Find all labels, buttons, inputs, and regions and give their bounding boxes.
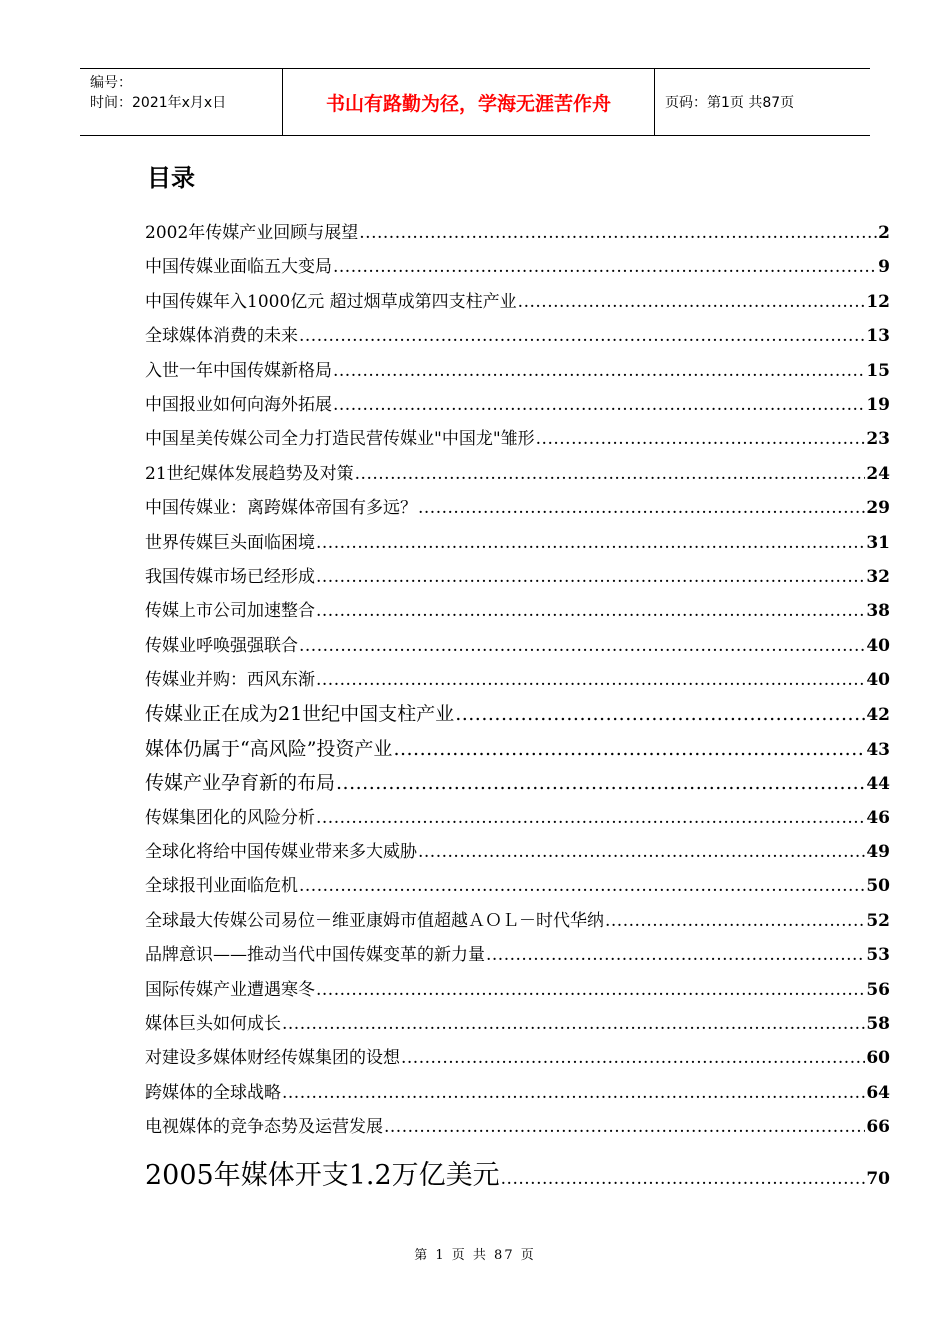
- toc-entry[interactable]: [145, 356, 890, 390]
- page-header: [80, 68, 870, 136]
- toc-entry-title: 传媒上市公司加速整合: [145, 601, 315, 622]
- toc-entry-title: 全球最大传媒公司易位－维亚康姆市值超越ＡＯＬ－时代华纳: [145, 910, 604, 931]
- toc-entry[interactable]: [145, 596, 890, 630]
- toc-entry-page: 66: [866, 1117, 890, 1138]
- toc-entry-title: 国际传媒产业遭遇寒冬: [145, 979, 315, 1000]
- toc-entry-page: 53: [866, 945, 890, 966]
- toc-leader-dots: [605, 911, 865, 931]
- toc-entry[interactable]: [145, 768, 890, 802]
- toc-entry-title: 2002年传媒产业回顾与展望: [145, 223, 359, 243]
- toc-entry-page: 44: [866, 774, 890, 795]
- toc-entry[interactable]: [145, 287, 890, 321]
- toc-entry-title: 中国报业如何向海外拓展: [145, 394, 332, 415]
- toc-entry[interactable]: [145, 390, 890, 424]
- toc-entry-title: 跨媒体的全球战略: [145, 1082, 281, 1103]
- toc-entry[interactable]: [145, 1112, 890, 1146]
- toc-entry[interactable]: [145, 493, 890, 527]
- toc-entry-title: 传媒业呼唤强强联合: [145, 635, 298, 656]
- document-number-label: 编号：: [90, 75, 132, 91]
- toc-entry-title: 中国传媒业：离跨媒体帝国有多远？: [145, 498, 417, 519]
- toc-leader-dots: [393, 738, 865, 760]
- toc-entry-page: 49: [866, 842, 890, 863]
- toc-leader-dots: [486, 945, 865, 965]
- toc-entry[interactable]: [145, 631, 890, 665]
- toc-entry-page: 19: [866, 394, 890, 415]
- toc-entry-title: 世界传媒巨头面临困境: [145, 532, 315, 553]
- header-motto: 书山有路勤为径，学海无涯苦作舟: [283, 69, 655, 135]
- toc-entry-title: 品牌意识——推动当代中国传媒变革的新力量: [145, 945, 485, 966]
- toc-entry[interactable]: [145, 665, 890, 699]
- toc-entry[interactable]: [145, 906, 890, 940]
- toc-entry-page: 50: [866, 876, 890, 897]
- toc-entry[interactable]: [145, 975, 890, 1009]
- toc-leader-dots: [418, 842, 865, 862]
- toc-entry[interactable]: [145, 803, 890, 837]
- toc-entry-title: 21世纪媒体发展趋势及对策: [145, 463, 354, 484]
- toc-entry-title: 我国传媒市场已经形成: [145, 566, 315, 587]
- page-footer: 第 1 页 共 87 页: [414, 1248, 536, 1263]
- toc-entry-title: 中国传媒业面临五大变局: [145, 257, 332, 278]
- toc-entry[interactable]: [145, 528, 890, 562]
- toc-entry-title: 入世一年中国传媒新格局: [145, 360, 332, 381]
- toc-leader-dots: [316, 533, 865, 553]
- toc-entry-page: 70: [866, 1168, 890, 1189]
- toc-entry-page: 60: [866, 1048, 890, 1069]
- toc-leader-dots: [316, 980, 865, 1000]
- toc-leader-dots: [299, 636, 865, 656]
- toc-entry[interactable]: [145, 734, 890, 768]
- table-of-contents: [145, 218, 890, 1201]
- toc-entry-page: 40: [866, 670, 890, 691]
- toc-leader-dots: [316, 808, 865, 828]
- toc-entry-page: 23: [866, 429, 890, 450]
- toc-entry[interactable]: [145, 1009, 890, 1043]
- toc-entry-page: 12: [866, 291, 890, 312]
- toc-entry-page: 38: [866, 601, 890, 622]
- toc-entry-page: 2: [878, 223, 890, 243]
- toc-title: 目录: [147, 164, 195, 192]
- header-meta: [80, 69, 283, 135]
- toc-entry-page: 13: [866, 326, 890, 347]
- toc-leader-dots: [401, 1048, 865, 1068]
- toc-entry-page: 58: [866, 1013, 890, 1034]
- toc-entry-title: 电视媒体的竞争态势及运营发展: [145, 1117, 383, 1138]
- toc-leader-dots: [282, 1014, 865, 1034]
- toc-entry[interactable]: [145, 321, 890, 355]
- toc-leader-dots: [359, 223, 877, 243]
- toc-leader-dots: [536, 429, 866, 449]
- toc-leader-dots: [384, 1117, 865, 1137]
- toc-entry-title: 2005年媒体开支1.2万亿美元: [145, 1159, 500, 1191]
- toc-entry-title: 全球报刊业面临危机: [145, 876, 298, 897]
- toc-entry-page: 24: [866, 463, 890, 484]
- toc-entry-title: 对建设多媒体财经传媒集团的设想: [145, 1048, 400, 1069]
- toc-entry-page: 56: [866, 979, 890, 1000]
- toc-entry[interactable]: [145, 699, 890, 733]
- toc-entry-title: 媒体仍属于“高风险”投资产业: [145, 737, 393, 760]
- toc-entry-title: 传媒业正在成为21世纪中国支柱产业: [145, 703, 455, 726]
- toc-leader-dots: [316, 670, 865, 690]
- toc-entry-page: 15: [866, 360, 890, 381]
- toc-entry-title: 传媒产业孕育新的布局: [145, 772, 336, 795]
- toc-entry-title: 媒体巨头如何成长: [145, 1013, 281, 1034]
- toc-entry-page: 40: [866, 635, 890, 656]
- toc-leader-dots: [333, 257, 877, 277]
- header-page-info: 页码：第1页 共87页: [665, 95, 795, 111]
- toc-leader-dots: [518, 292, 866, 312]
- toc-entry-title: 全球化将给中国传媒业带来多大威胁: [145, 842, 417, 863]
- toc-leader-dots: [418, 498, 865, 518]
- toc-entry-page: 31: [866, 532, 890, 553]
- toc-entry-page: 9: [878, 257, 890, 278]
- toc-leader-dots: [299, 876, 865, 896]
- toc-entry-title: 传媒业并购：西风东渐: [145, 670, 315, 691]
- toc-leader-dots: [316, 567, 865, 587]
- toc-entry-title: 中国星美传媒公司全力打造民营传媒业"中国龙"雏形: [145, 429, 535, 450]
- toc-leader-dots: [333, 361, 865, 381]
- toc-entry-page: 64: [866, 1082, 890, 1103]
- toc-entry[interactable]: [145, 562, 890, 596]
- toc-entry[interactable]: [145, 424, 890, 458]
- toc-entry[interactable]: [145, 1078, 890, 1112]
- toc-entry-title: 传媒集团化的风险分析: [145, 807, 315, 828]
- toc-leader-dots: [333, 395, 865, 415]
- toc-entry-page: 46: [866, 807, 890, 828]
- toc-entry[interactable]: [145, 1043, 890, 1077]
- toc-entry[interactable]: [145, 218, 890, 252]
- toc-leader-dots: [355, 464, 866, 484]
- toc-entry-page: 29: [866, 498, 890, 519]
- toc-leader-dots: [336, 772, 865, 794]
- toc-leader-dots: [455, 703, 865, 725]
- toc-entry[interactable]: [145, 871, 890, 905]
- toc-entry-page: 52: [866, 910, 890, 931]
- toc-entry-title: 全球媒体消费的未来: [145, 326, 298, 347]
- toc-entry-title: 中国传媒年入1000亿元 超过烟草成第四支柱产业: [145, 291, 517, 312]
- toc-entry[interactable]: [145, 1153, 890, 1201]
- toc-entry[interactable]: [145, 459, 890, 493]
- toc-entry[interactable]: [145, 252, 890, 286]
- document-date: 时间：2021年x月x日: [90, 95, 227, 111]
- toc-leader-dots: [501, 1169, 866, 1189]
- toc-entry-page: 42: [866, 705, 890, 726]
- toc-entry[interactable]: [145, 940, 890, 974]
- toc-leader-dots: [282, 1083, 865, 1103]
- toc-leader-dots: [299, 326, 865, 346]
- toc-entry-page: 32: [866, 566, 890, 587]
- toc-entry-page: 43: [866, 739, 890, 760]
- toc-entry[interactable]: [145, 837, 890, 871]
- toc-leader-dots: [316, 601, 865, 621]
